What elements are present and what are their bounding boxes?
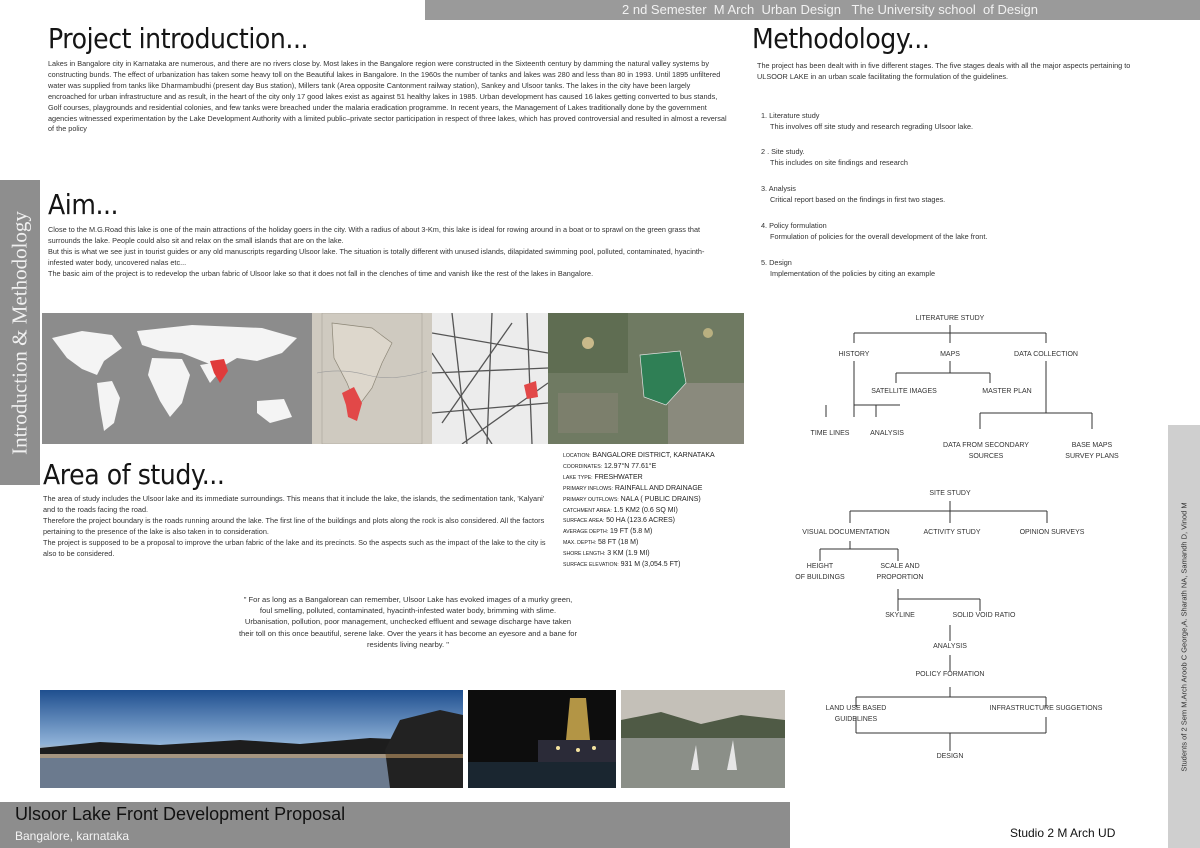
- aim-heading: Aim...: [48, 188, 119, 221]
- fact-row: PRIMARY INFLOWS: RAINFALL AND DRAINAGE: [563, 484, 703, 492]
- method-step-desc: Implementation of the policies by citing an example: [770, 269, 936, 278]
- aim-paragraph: The basic aim of the project is to redevelop the urban fabric of Ulsoor lake so that it does not fall in the clenches of time and vanish like the rest of the lakes in Bangalore.: [48, 268, 594, 278]
- students-side-tab: [1168, 425, 1200, 848]
- flow-node: LITERATURE STUDY: [915, 315, 985, 322]
- fact-row: LOCATION: BANGALORE DISTRICT, KARNATAKA: [563, 452, 715, 459]
- flow-node: OPINION SURVEYS: [1019, 529, 1085, 536]
- lake-quote: [238, 594, 578, 650]
- method-step-title: 1. Literature study: [761, 111, 820, 120]
- fact-row: SURFACE AREA: 50 HA (123.6 ACRES): [563, 517, 675, 525]
- location-map-strip: [42, 313, 744, 444]
- methodology-flowchart: [790, 305, 1150, 775]
- area-paragraph: Therefore the project boundary is the roads running around the lake. The first line of the buildings and plots along the rock is also considered. All the factors pertaining to the presence of the lake is also taken in to consideration.: [43, 515, 545, 536]
- section-side-tab: [0, 180, 40, 485]
- method-step-desc: This includes on site findings and research: [770, 158, 908, 167]
- flow-node: DATA COLLECTION: [1014, 351, 1078, 358]
- project-title: Ulsoor Lake Front Development Proposal: [15, 804, 346, 824]
- sailboats-photo: [621, 690, 785, 788]
- method-step-title: 4. Policy formulation: [761, 221, 827, 230]
- flow-node: VISUAL DOCUMENTATION: [802, 529, 890, 536]
- flow-node: DESIGN: [936, 753, 964, 760]
- fact-row: LAKE TYPE: FRESHWATER: [563, 473, 643, 481]
- area-paragraph: The area of study includes the Ulsoor lake and its immediate surroundings. This means that it include the lake, the islands, the sedimentation tank, 'Kalyani' and to the roads facing the road.: [43, 494, 545, 514]
- flow-node: INFRASTRUCTURE SUGGETIONS: [989, 705, 1103, 712]
- flow-node: ANALYSIS: [870, 430, 904, 437]
- flow-node: LAND USE BASED GUIDELINES: [825, 705, 887, 723]
- flow-node: MASTER PLAN: [982, 388, 1032, 395]
- method-step-desc: This involves off site study and research regrading Ulsoor lake.: [770, 122, 974, 131]
- course-banner: [425, 0, 1200, 20]
- quote-close-mark: ": [446, 639, 449, 649]
- method-step: [761, 183, 945, 205]
- fact-row: SHORE LENGTH: 3 KM (1.9 MI): [563, 550, 650, 558]
- flow-node: POLICY FORMATION: [915, 671, 985, 678]
- flow-node: SITE STUDY: [929, 490, 971, 497]
- method-step-desc: Critical report based on the findings in first two stages.: [770, 195, 946, 204]
- fact-row: CATCHMENT AREA: 1.5 KM2 (0.6 SQ MI): [563, 506, 678, 514]
- method-step-title: 3. Analysis: [761, 184, 796, 193]
- method-step: [761, 257, 935, 279]
- world-map-image: [42, 313, 312, 444]
- satellite-image: [548, 313, 744, 444]
- aim-paragraph: But this is what we see just in tourist guides or any old manuscripts regarding Ulsoor lake. The situation is totally different with unused islands, dilapidated swimming pool, polluted, contaminated, hyacinth-infested water body, uncovered nalas etc...: [48, 246, 705, 267]
- method-step-title: 5. Design: [761, 258, 792, 267]
- area-heading: Area of study...: [43, 458, 225, 491]
- flow-node: SCALE AND PROPORTION: [876, 563, 924, 581]
- flow-node: ACTIVITY STUDY: [923, 529, 981, 536]
- flow-node: TIME LINES: [810, 430, 850, 437]
- method-step: [761, 220, 987, 242]
- area-text: [43, 494, 553, 559]
- flow-node: MAPS: [940, 351, 960, 358]
- city-road-map-image: [432, 313, 548, 444]
- method-step: [761, 146, 908, 168]
- flow-node: HEIGHT OF BUILDINGS: [795, 563, 845, 581]
- flow-node: SKYLINE: [885, 612, 915, 619]
- fact-row: SURFACE ELEVATION: 931 M (3,054.5 FT): [563, 561, 681, 569]
- india-map-image: [312, 313, 432, 444]
- lake-facts: [563, 451, 763, 571]
- project-location: Bangalore, karnataka: [15, 829, 130, 843]
- lake-sunset-photo: [40, 690, 463, 788]
- section-side-label: Introduction & Methodology: [7, 210, 32, 455]
- title-block: [0, 802, 790, 848]
- intro-heading: Project introduction...: [48, 22, 309, 55]
- course-text: 2 nd Semester M Arch Urban Design The University school of Design: [622, 2, 1038, 17]
- aim-text: [48, 225, 728, 280]
- aim-paragraph: Close to the M.G.Road this lake is one of the main attractions of the holiday goers in the city. With a radius of about 3-Km, this lake is ideal for rowing around in a boat or to sprawl on the green grass that surrounds the lake. People could also sit and relax on the small islands that are on the lake.: [48, 225, 701, 245]
- method-step-title: 2 . Site study.: [761, 147, 805, 156]
- temple-night-photo: [468, 690, 616, 788]
- method-step-desc: Formulation of policies for the overall development of the lake front.: [770, 232, 988, 241]
- methodology-heading: Methodology...: [752, 22, 930, 55]
- quote-text: For as long as a Bangalorean can remember, Ulsoor Lake has evoked images of a murky green, foul smelling, polluted, contaminated, hyacinth-infested water body, brimming with slime. Urbanisation, pollution, poor management, unchecked effluent and sewage discharge have taken their toll on this once beautiful, serene lake. Over the years it has become an eyesore and a bane for residents living nearby.: [238, 595, 578, 649]
- intro-text: Lakes in Bangalore city in Karnataka are numerous, and there are no rivers close by. Most lakes in the Bangalore region were constructed in the Sixteenth century by damming the natural valley systems by constructing bunds. The effect of urbanization has taken some heavy toll on the Beautiful lakes in Bangalore. In the 1960s the number of tanks and lakes was 280 and less than 80 in 1993. Until 1895 unfiltered water was supplied from tanks like Dharmambudhi (present day Bus station), Millers tank (Area opposite Cantonment railway station), Sankey and Ulsoor tanks. The lakes in the city have been largely encroached for urban infrastructure and as result, in the heart of the city only 17 good lakes exist as against 51 healthy lakes in 1985. Urban development has caused 16 lakes getting converted to bus stands, Golf courses, playgrounds and residential colonies, and few tanks were breached under the malaria eradication programme. In recent years, the Management of Lakes traditionally done by the government agencies witnessed experimentation by the Lake Development Authority with a limited public–private sector participation in respect of three lakes, which has proved controversial and resulted in almost a reversal of the policy: [48, 59, 727, 134]
- flow-node: BASE MAPS SURVEY PLANS: [1065, 442, 1119, 460]
- method-step: [761, 110, 973, 132]
- quote-open-mark: ": [243, 595, 247, 604]
- fact-row: COORDINATES: 12.97°N 77.61°E: [563, 462, 657, 470]
- flow-node: DATA FROM SECONDARY SOURCES: [943, 442, 1029, 460]
- methodology-intro: The project has been dealt with in five different stages. The five stages deals with all the major aspects pertaining to ULSOOR LAKE in an urban scale facilitating the formulation of the guidelines.: [757, 61, 1131, 81]
- flow-node: SOLID VOID RATIO: [952, 612, 1016, 619]
- fact-row: AVERAGE DEPTH: 19 FT (5.8 M): [563, 528, 653, 536]
- fact-row: PRIMARY OUTFLOWS: NALA ( PUBLIC DRAINS): [563, 495, 701, 503]
- flow-node: SATELLITE IMAGES: [871, 388, 937, 395]
- studio-label: Studio 2 M Arch UD: [1010, 826, 1116, 840]
- flow-node: HISTORY: [838, 351, 870, 358]
- students-side-label: Students of 2 Sem M.Arch Aroob C George,A. Sharath NA, Samandh D, Vinod M: [1179, 501, 1189, 772]
- fact-row: MAX. DEPTH: 58 FT (18 M): [563, 539, 639, 547]
- flow-node: ANALYSIS: [933, 643, 967, 650]
- area-paragraph: The project is supposed to be a proposal to improve the urban fabric of the lake and its precincts. So the aspects such as the impact of the lake to the city is also to be considered.: [43, 537, 546, 558]
